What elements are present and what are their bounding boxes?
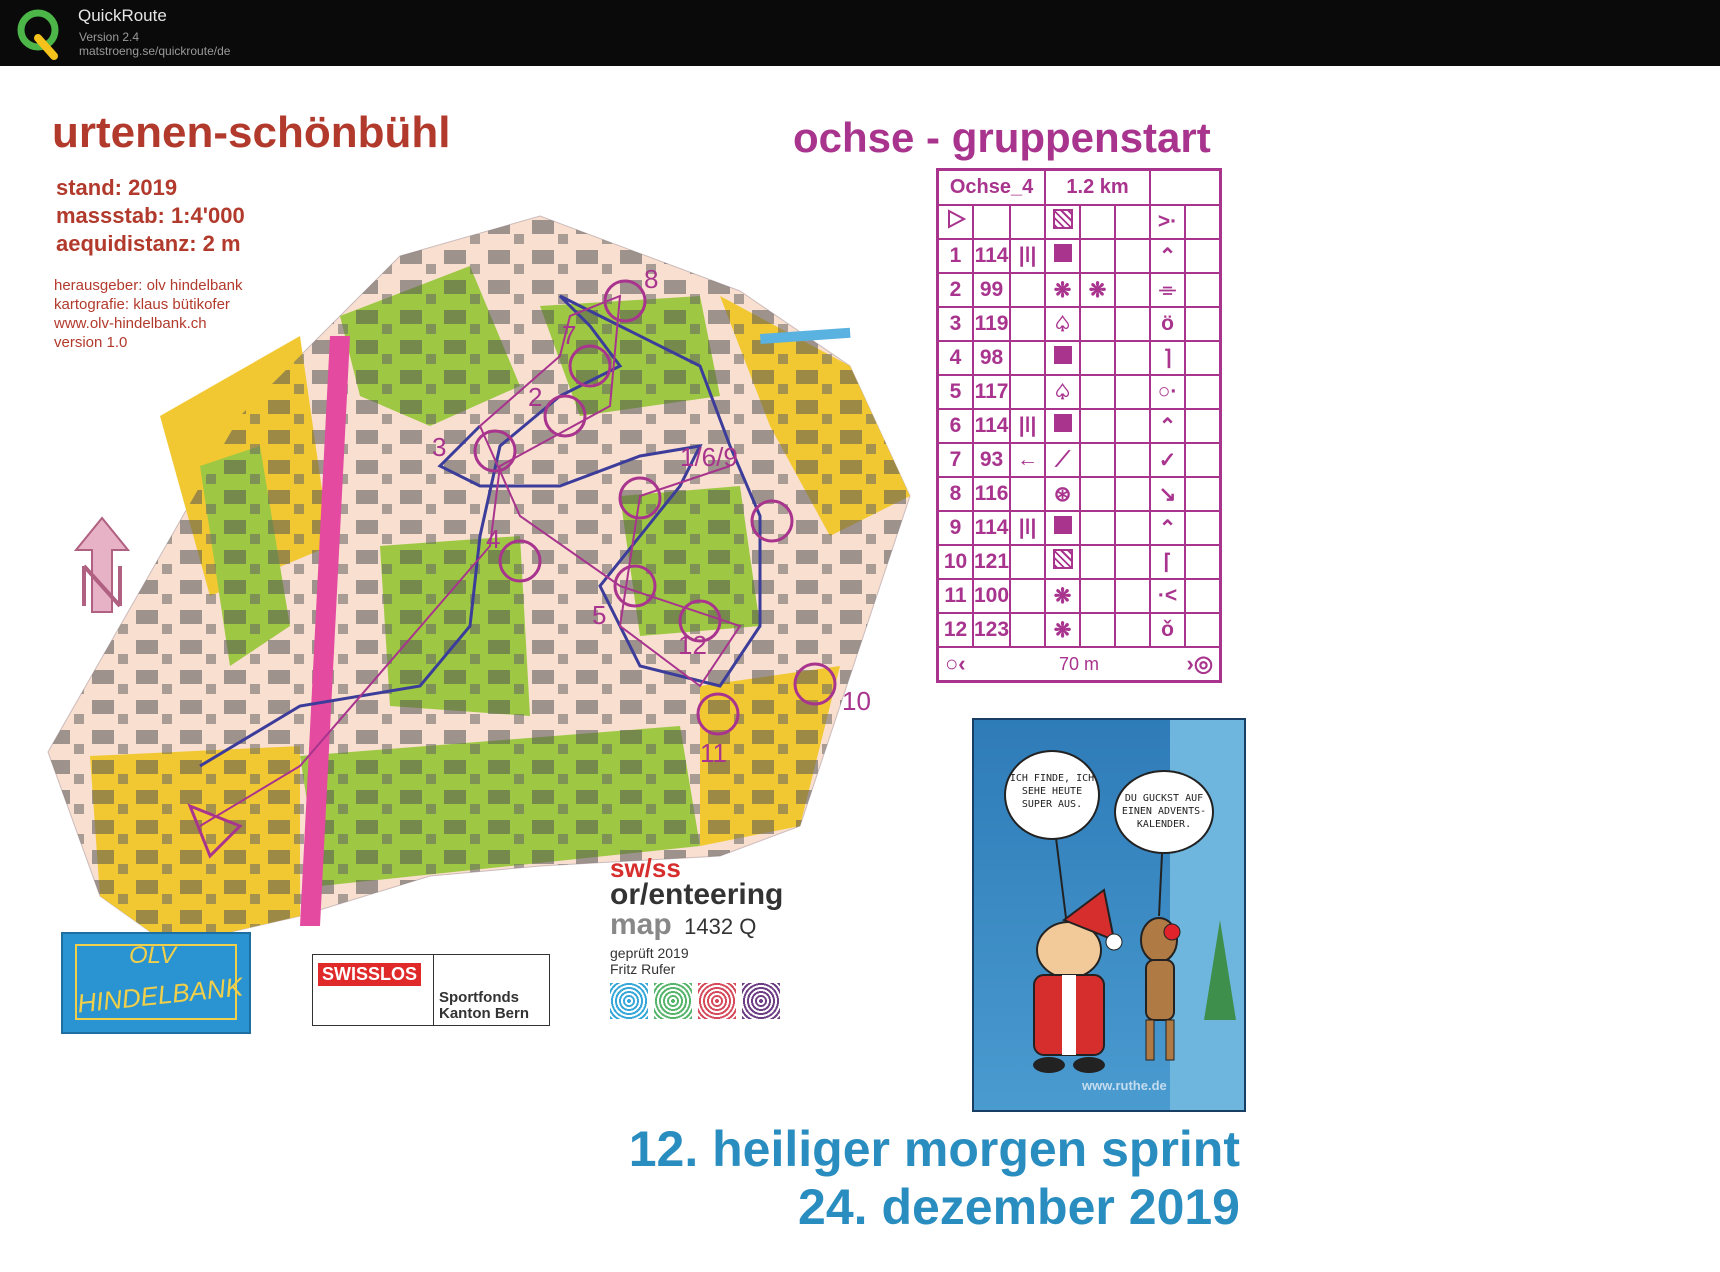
start-triangle-icon (946, 209, 966, 229)
table-row: 1 114 |ǀ| ⌃ (938, 239, 1221, 273)
table-row: 10 121 ⌈ (938, 545, 1221, 579)
finish-start-icon: ○‹ (945, 651, 966, 676)
table-row: 3 119 ♤ ö (938, 307, 1221, 341)
map-scale: massstab: 1:4'000 (56, 203, 245, 228)
control-number: 10 (842, 686, 871, 716)
cartoon-credit: www.ruthe.de (1082, 1078, 1167, 1093)
fingerprint-green-icon (654, 983, 692, 1019)
finish-distance: 70 m (1059, 654, 1100, 674)
hatched-area-icon (1053, 209, 1073, 229)
santa-reindeer-icon (974, 720, 1244, 1110)
vegetation-icon: ❋ (1045, 273, 1080, 307)
control-description-table (936, 168, 1222, 683)
app-titlebar (0, 0, 1720, 66)
control-number: 8 (644, 264, 659, 294)
table-row: 4 98 ⌉ (938, 341, 1221, 375)
app-url: matstroeng.se/quickroute/de (79, 44, 231, 58)
course-length: 1.2 km (1045, 170, 1150, 206)
control-number: 5 (592, 600, 607, 630)
control-number: 1/6/9 (680, 442, 738, 472)
wall-icon: ⟋ (1045, 443, 1080, 477)
app-version: Version 2.4 (79, 30, 140, 44)
event-title: 12. heiliger morgen sprint (628, 1121, 1240, 1177)
building-icon (1054, 516, 1072, 534)
map-canvas[interactable] (0, 66, 1720, 1272)
table-row: 6 114 |ǀ| ⌃ (938, 409, 1221, 443)
table-row: 12 123 ❋ ǒ (938, 613, 1221, 647)
quickroute-q-logo-icon (14, 4, 66, 60)
building-icon (1054, 414, 1072, 432)
table-row: 7 93 ← ⟋ ✓ (938, 443, 1221, 477)
table-row: 11 100 ❋ ·< (938, 579, 1221, 613)
swiss-orienteering-logo: sw/ss or/enteering map 1432 Q geprüft 2019 Fritz Rufer (610, 856, 783, 1019)
special-object-icon: ⊛ (1045, 477, 1080, 511)
control-number: 7 (562, 320, 577, 350)
vegetation-icon: ❋ (1045, 579, 1080, 613)
advent-cartoon (972, 718, 1246, 1112)
table-row: 9 114 |ǀ| ⌃ (938, 511, 1221, 545)
speech-bubble-right: DU GUCKST AUF EINEN ADVENTS-KALENDER. (1114, 770, 1214, 854)
tree-icon: ♤ (1045, 307, 1080, 341)
hatched-area-icon (1053, 549, 1073, 569)
finish-icon: ›◎ (1186, 651, 1214, 676)
control-number: 12 (678, 630, 707, 660)
speech-bubble-left: ICH FINDE, ICH SEHE HEUTE SUPER AUS. (1004, 750, 1100, 840)
map-stand: stand: 2019 (56, 175, 178, 200)
building-icon (1054, 244, 1072, 262)
event-date: 24. dezember 2019 (798, 1179, 1240, 1235)
swisslos-logo: SWISSLOS Sportfonds Kanton Bern (312, 954, 550, 1026)
crossing-icon: >· (1150, 205, 1185, 239)
north-arrow-icon (76, 518, 128, 612)
building-icon (1054, 346, 1072, 364)
table-row: 5 117 ♤ ○· (938, 375, 1221, 409)
vegetation-icon: ❋ (1045, 613, 1080, 647)
table-header-row (938, 170, 1221, 206)
control-number: 11 (700, 738, 727, 768)
olv-hindelbank-logo: OLV HINDELBANK (61, 932, 251, 1034)
map-equidistance: aequidistanz: 2 m (56, 231, 241, 256)
tree-icon: ♤ (1045, 375, 1080, 409)
map-credits: herausgeber: olv hindelbank kartografie: klaus bütikofer www.olv-hindelbank.ch version 1.0 (54, 277, 243, 351)
finish-row (938, 647, 1221, 682)
course-name: Ochse_4 (938, 170, 1046, 206)
app-title: QuickRoute (78, 6, 167, 25)
control-number: 3 (432, 432, 447, 462)
fingerprint-blue-icon (610, 983, 648, 1019)
control-number: 2 (528, 382, 543, 412)
course-title: ochse - gruppenstart (793, 114, 1211, 161)
table-row: 8 116 ⊛ ↘ (938, 477, 1221, 511)
control-number: 4 (486, 524, 501, 554)
orienteering-map[interactable] (0, 66, 1720, 1272)
table-row: 2 99 ❋ ❋ ⌯ (938, 273, 1221, 307)
start-row (938, 205, 1221, 239)
fingerprint-purple-icon (742, 983, 780, 1019)
fingerprint-red-icon (698, 983, 736, 1019)
map-title: urtenen-schönbühl (52, 108, 451, 157)
